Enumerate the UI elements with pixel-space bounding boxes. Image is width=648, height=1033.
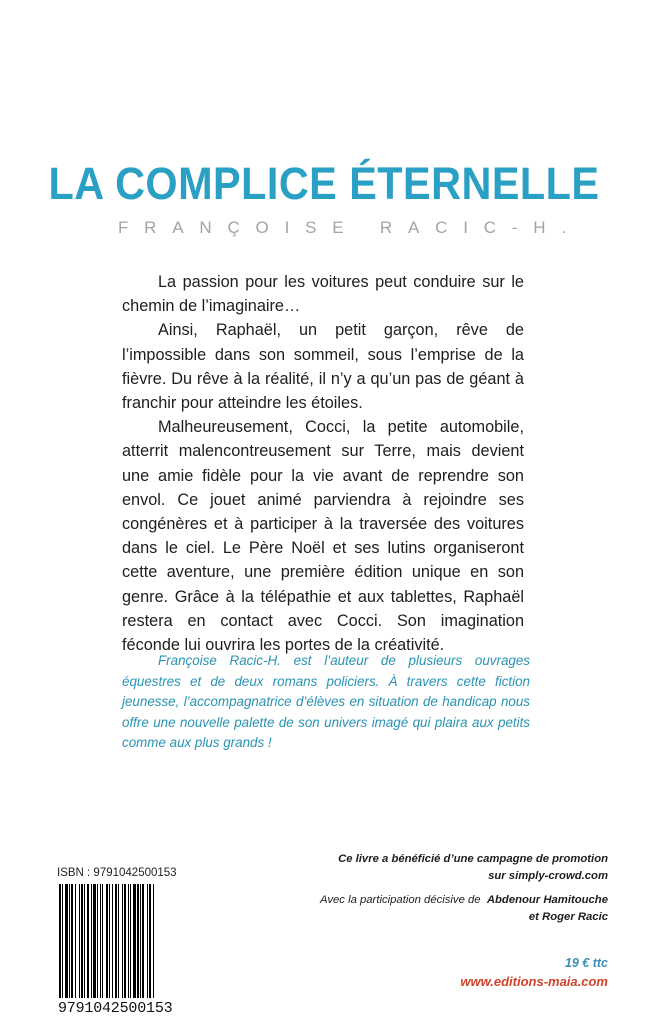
author-bio: Françoise Racic-H. est l’auteur de plusieurs ouvrages équestres et de deux romans policiers. À travers cette fiction jeunesse, l’accompagnatrice d’élèves en situation de handicap nous offre une nouvelle palette de son univers imagé qui plaira aux petits comme aux plus grands ! <box>122 653 530 750</box>
promo-line: Ce livre a bénéficié d’une campagne de promotion <box>338 853 608 865</box>
participation-note <box>320 892 608 926</box>
summary-paragraph: La passion pour les voitures peut conduire sur le chemin de l’imaginaire… <box>122 273 524 316</box>
summary-text <box>122 270 524 657</box>
participation-line <box>320 892 608 909</box>
isbn-label: ISBN : 9791042500153 <box>57 867 177 879</box>
summary-paragraph: Malheureusement, Cocci, la petite automobile, atterrit malencontreusement sur Terre, mais devient une amie fidèle pour la vie avant de reprendre son envol. Ce jouet animé parviendra à rejoindre ses congénères et à participer à la traversée des voitures dans le ciel. Le Père Noël et ses lutins organiseront cette aventure, une première édition unique en son genre. Grâce à la télépathie et aux tablettes, Raphaël restera en contact avec Cocci. Son imagination féconde lui ouvrira les portes de la créativité. <box>122 418 524 655</box>
promo-note <box>338 851 608 885</box>
participant-name: et Roger Racic <box>528 911 608 923</box>
participation-intro: Avec la participation décisive de <box>320 894 481 906</box>
book-title: LA COMPLICE ÉTERNELLE <box>48 158 600 209</box>
participant-name: Abdenour Hamitouche <box>486 894 608 906</box>
publisher-website: www.editions-maia.com <box>460 974 608 989</box>
price-label: 19 € ttc <box>564 956 608 970</box>
promo-line: sur simply-crowd.com <box>488 870 608 882</box>
summary-paragraph: Ainsi, Raphaël, un petit garçon, rêve de l’impossible dans son sommeil, sous l’emprise de la fièvre. Du rêve à la réalité, il n’y a qu’un pas de géant à franchir pour atteindre les étoiles. <box>122 321 524 413</box>
author-name: FRANÇOISE RACIC-H. <box>118 218 582 237</box>
barcode-image <box>58 884 186 998</box>
barcode-digits: 9791042500153 <box>58 1000 173 1017</box>
